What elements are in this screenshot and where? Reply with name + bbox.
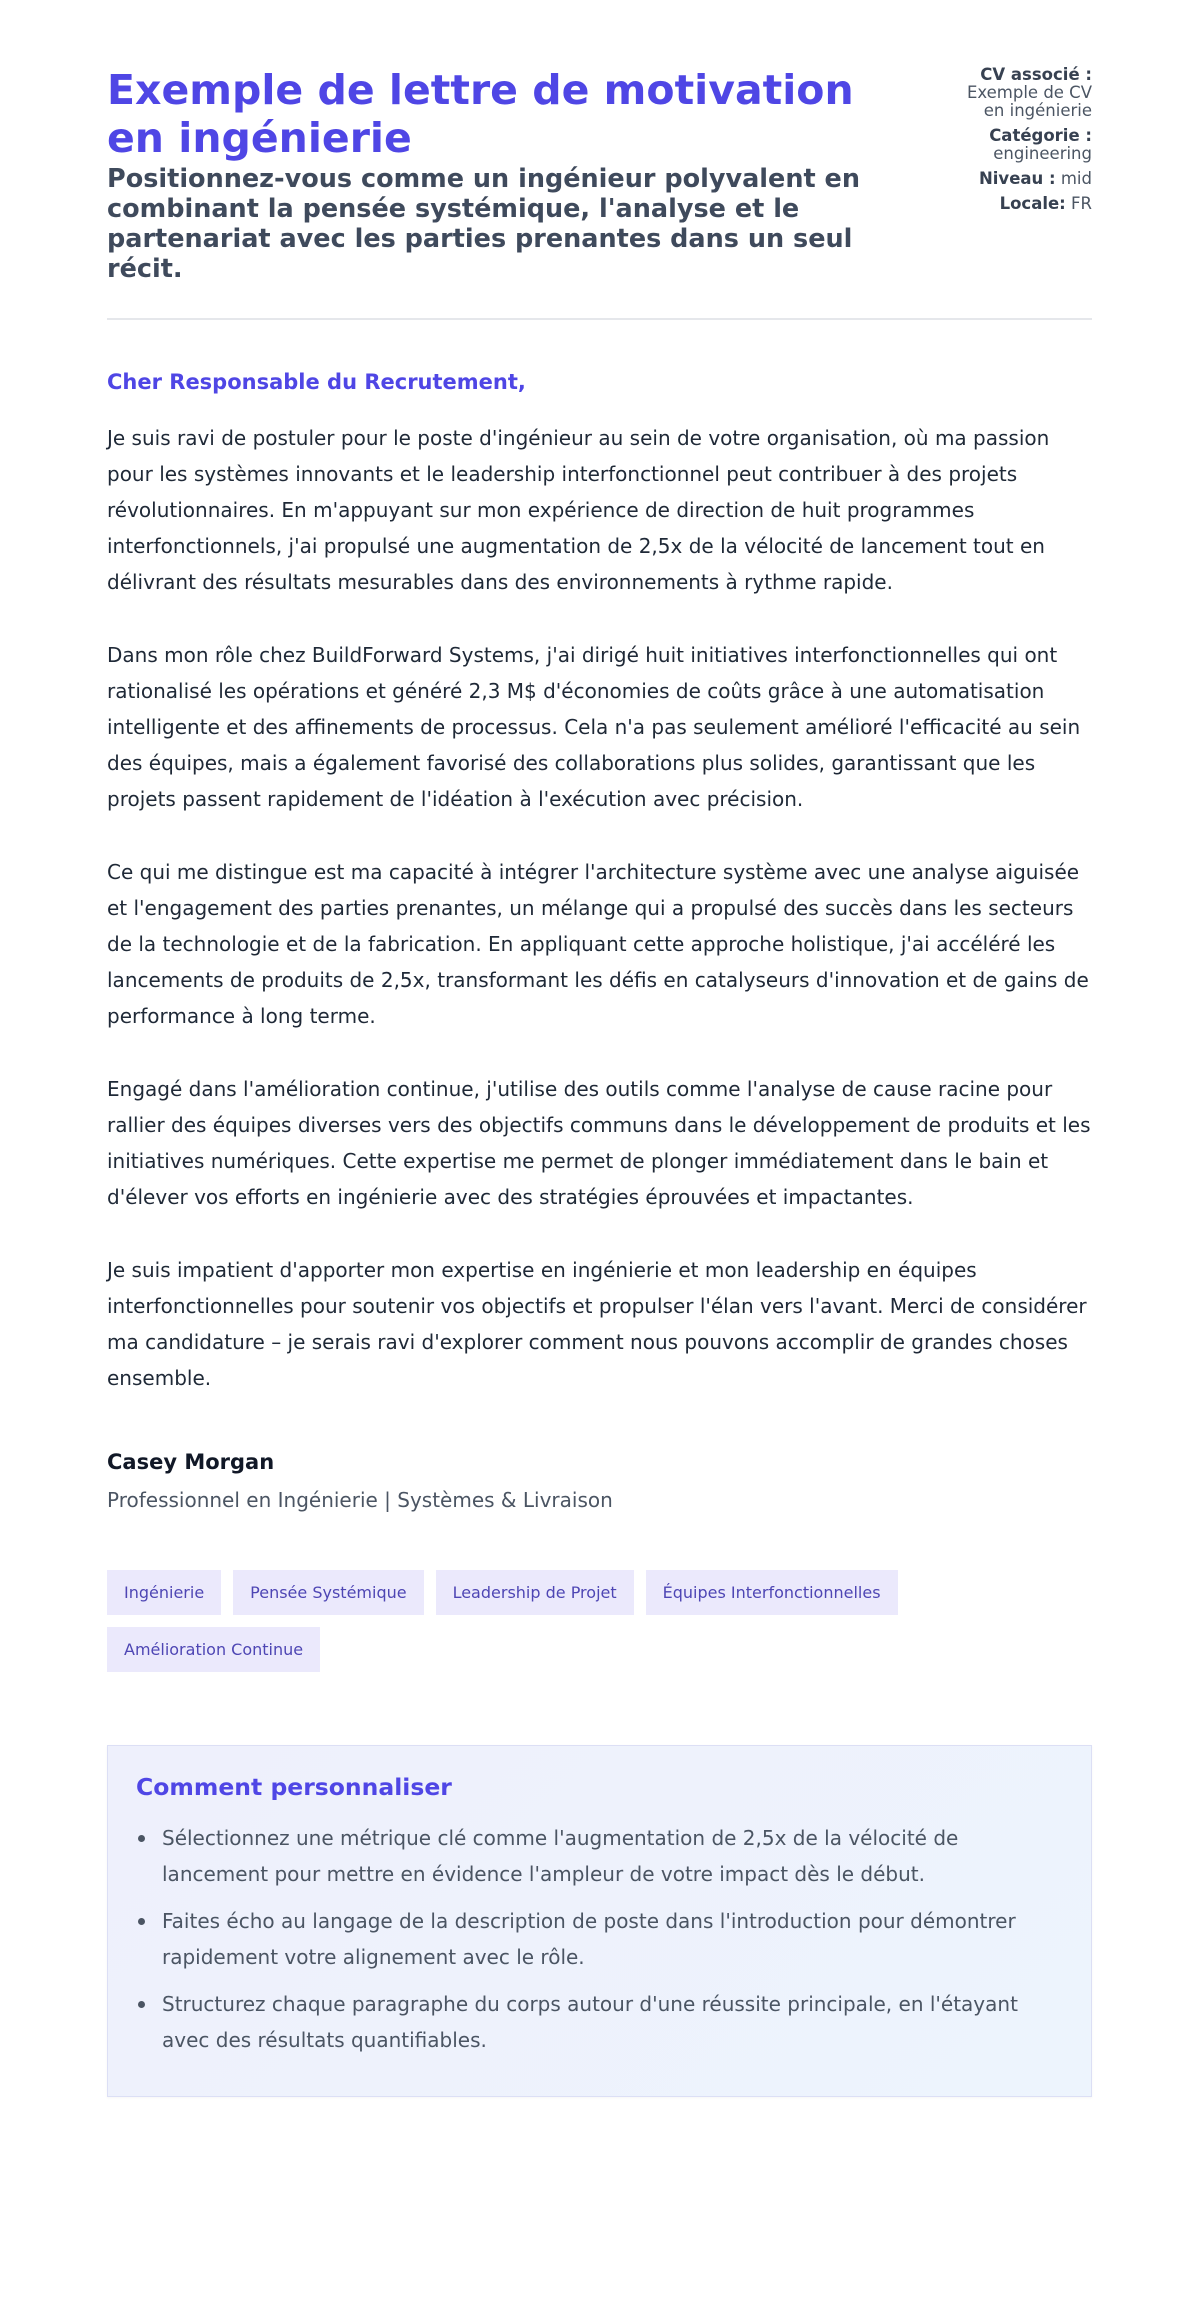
- tips-list-item: [162, 1903, 1063, 1975]
- bullet-icon: [138, 2001, 145, 2008]
- skill-tags: [107, 1570, 1092, 1672]
- meta-locale-label: Locale:: [999, 194, 1066, 213]
- meta-category-value: engineering: [993, 144, 1092, 163]
- meta-linked-cv-value: Exemple de CV en ingénierie: [966, 83, 1092, 120]
- letter-paragraph: Je suis impatient d'apporter mon expertise en ingénierie et mon leadership en équipes interfonctionnelles pour soutenir vos objectifs et propulser l'élan vers l'avant. Merci de considérer ma candidature – je serais ravi d'explorer comment nous pouvons accomplir de grandes choses ensemble.: [107, 1258, 1087, 1390]
- bullet-icon: [138, 1918, 145, 1925]
- customization-tips-box: [107, 1745, 1092, 2097]
- meta-level-value: mid: [1060, 169, 1092, 188]
- tips-list-item: [162, 1820, 1063, 1892]
- meta-locale-value: FR: [1071, 194, 1092, 213]
- signature-block: [107, 1448, 1092, 1514]
- tips-item-text: Sélectionnez une métrique clé comme l'augmentation de 2,5x de la vélocité de lancement pour mettre en évidence l'ampleur de votre impact dès le début.: [162, 1826, 959, 1886]
- bullet-icon: [138, 1835, 145, 1842]
- meta-panel: [942, 66, 1092, 220]
- meta-level-label: Niveau :: [978, 169, 1056, 188]
- letter-body: [107, 368, 1092, 1514]
- header-divider: [107, 318, 1092, 320]
- tag-continuous-improvement[interactable]: Amélioration Continue: [107, 1627, 320, 1672]
- letter-paragraph: Dans mon rôle chez BuildForward Systems, j'ai dirigé huit initiatives interfonctionnelles qui ont rationalisé les opérations et généré 2,3 M$ d'économies de coûts grâce à une automatisation intelligente et des affinements de processus. Cela n'a pas seulement amélioré l'efficacité au sein des équipes, mais a également favorisé des collaborations plus solides, garantissant que les projets passent rapidement de l'idéation à l'exécution avec précision.: [107, 643, 1081, 811]
- meta-category-label: Catégorie :: [989, 126, 1092, 145]
- tips-list: [136, 1820, 1063, 2058]
- tag-systems-thinking[interactable]: Pensée Systémique: [233, 1570, 423, 1615]
- page-subtitle: Positionnez-vous comme un ingénieur polyvalent en combinant la pensée systémique, l'analyse et le partenariat avec les parties prenantes dans un seul récit.: [107, 164, 860, 284]
- signature-title: Professionnel en Ingénierie | Systèmes & Livraison: [107, 1488, 613, 1512]
- signature-name: Casey Morgan: [107, 1450, 275, 1474]
- meta-locale: [942, 195, 1092, 213]
- header-main: [107, 66, 907, 284]
- tips-list-item: [162, 1986, 1063, 2058]
- meta-linked-cv: [942, 66, 1092, 120]
- tips-item-text: Structurez chaque paragraphe du corps autour d'une réussite principale, en l'étayant avec des résultats quantifiables.: [162, 1992, 1018, 2052]
- page-title: Exemple de lettre de motivation en ingénierie: [107, 66, 854, 162]
- letter-paragraph: Engagé dans l'amélioration continue, j'utilise des outils comme l'analyse de cause racine pour rallier des équipes diverses vers des objectifs communs dans le développement de produits et les initiatives numériques. Cette expertise me permet de plonger immédiatement dans le bain et d'élever vos efforts en ingénierie avec des stratégies éprouvées et impactantes.: [107, 1077, 1091, 1209]
- cover-letter-page: [107, 0, 1092, 2097]
- tag-engineering[interactable]: Ingénierie: [107, 1570, 221, 1615]
- letter-paragraphs: [107, 420, 1092, 1396]
- meta-level: [942, 170, 1092, 188]
- tag-cross-functional-teams[interactable]: Équipes Interfonctionnelles: [646, 1570, 898, 1615]
- tag-project-leadership[interactable]: Leadership de Projet: [436, 1570, 634, 1615]
- tips-title: Comment personnaliser: [136, 1773, 452, 1801]
- letter-paragraph: Ce qui me distingue est ma capacité à intégrer l'architecture système avec une analyse aiguisée et l'engagement des parties prenantes, un mélange qui a propulsé des succès dans les secteurs de la technologie et de la fabrication. En appliquant cette approche holistique, j'ai accéléré les lancements de produits de 2,5x, transformant les défis en catalyseurs d'innovation et de gains de performance à long terme.: [107, 860, 1089, 1028]
- letter-greeting: Cher Responsable du Recrutement,: [107, 370, 526, 394]
- letter-paragraph: Je suis ravi de postuler pour le poste d'ingénieur au sein de votre organisation, où ma passion pour les systèmes innovants et le leadership interfonctionnel peut contribuer à des projets révolutionnaires. En m'appuyant sur mon expérience de direction de huit programmes interfonctionnels, j'ai propulsé une augmentation de 2,5x de la vélocité de lancement tout en délivrant des résultats mesurables dans des environnements à rythme rapide.: [107, 426, 1050, 594]
- meta-category: [942, 127, 1092, 163]
- meta-linked-cv-label: CV associé :: [980, 65, 1092, 84]
- page-header: [107, 66, 1092, 284]
- tips-item-text: Faites écho au langage de la description de poste dans l'introduction pour démontrer rapidement votre alignement avec le rôle.: [162, 1909, 1016, 1969]
